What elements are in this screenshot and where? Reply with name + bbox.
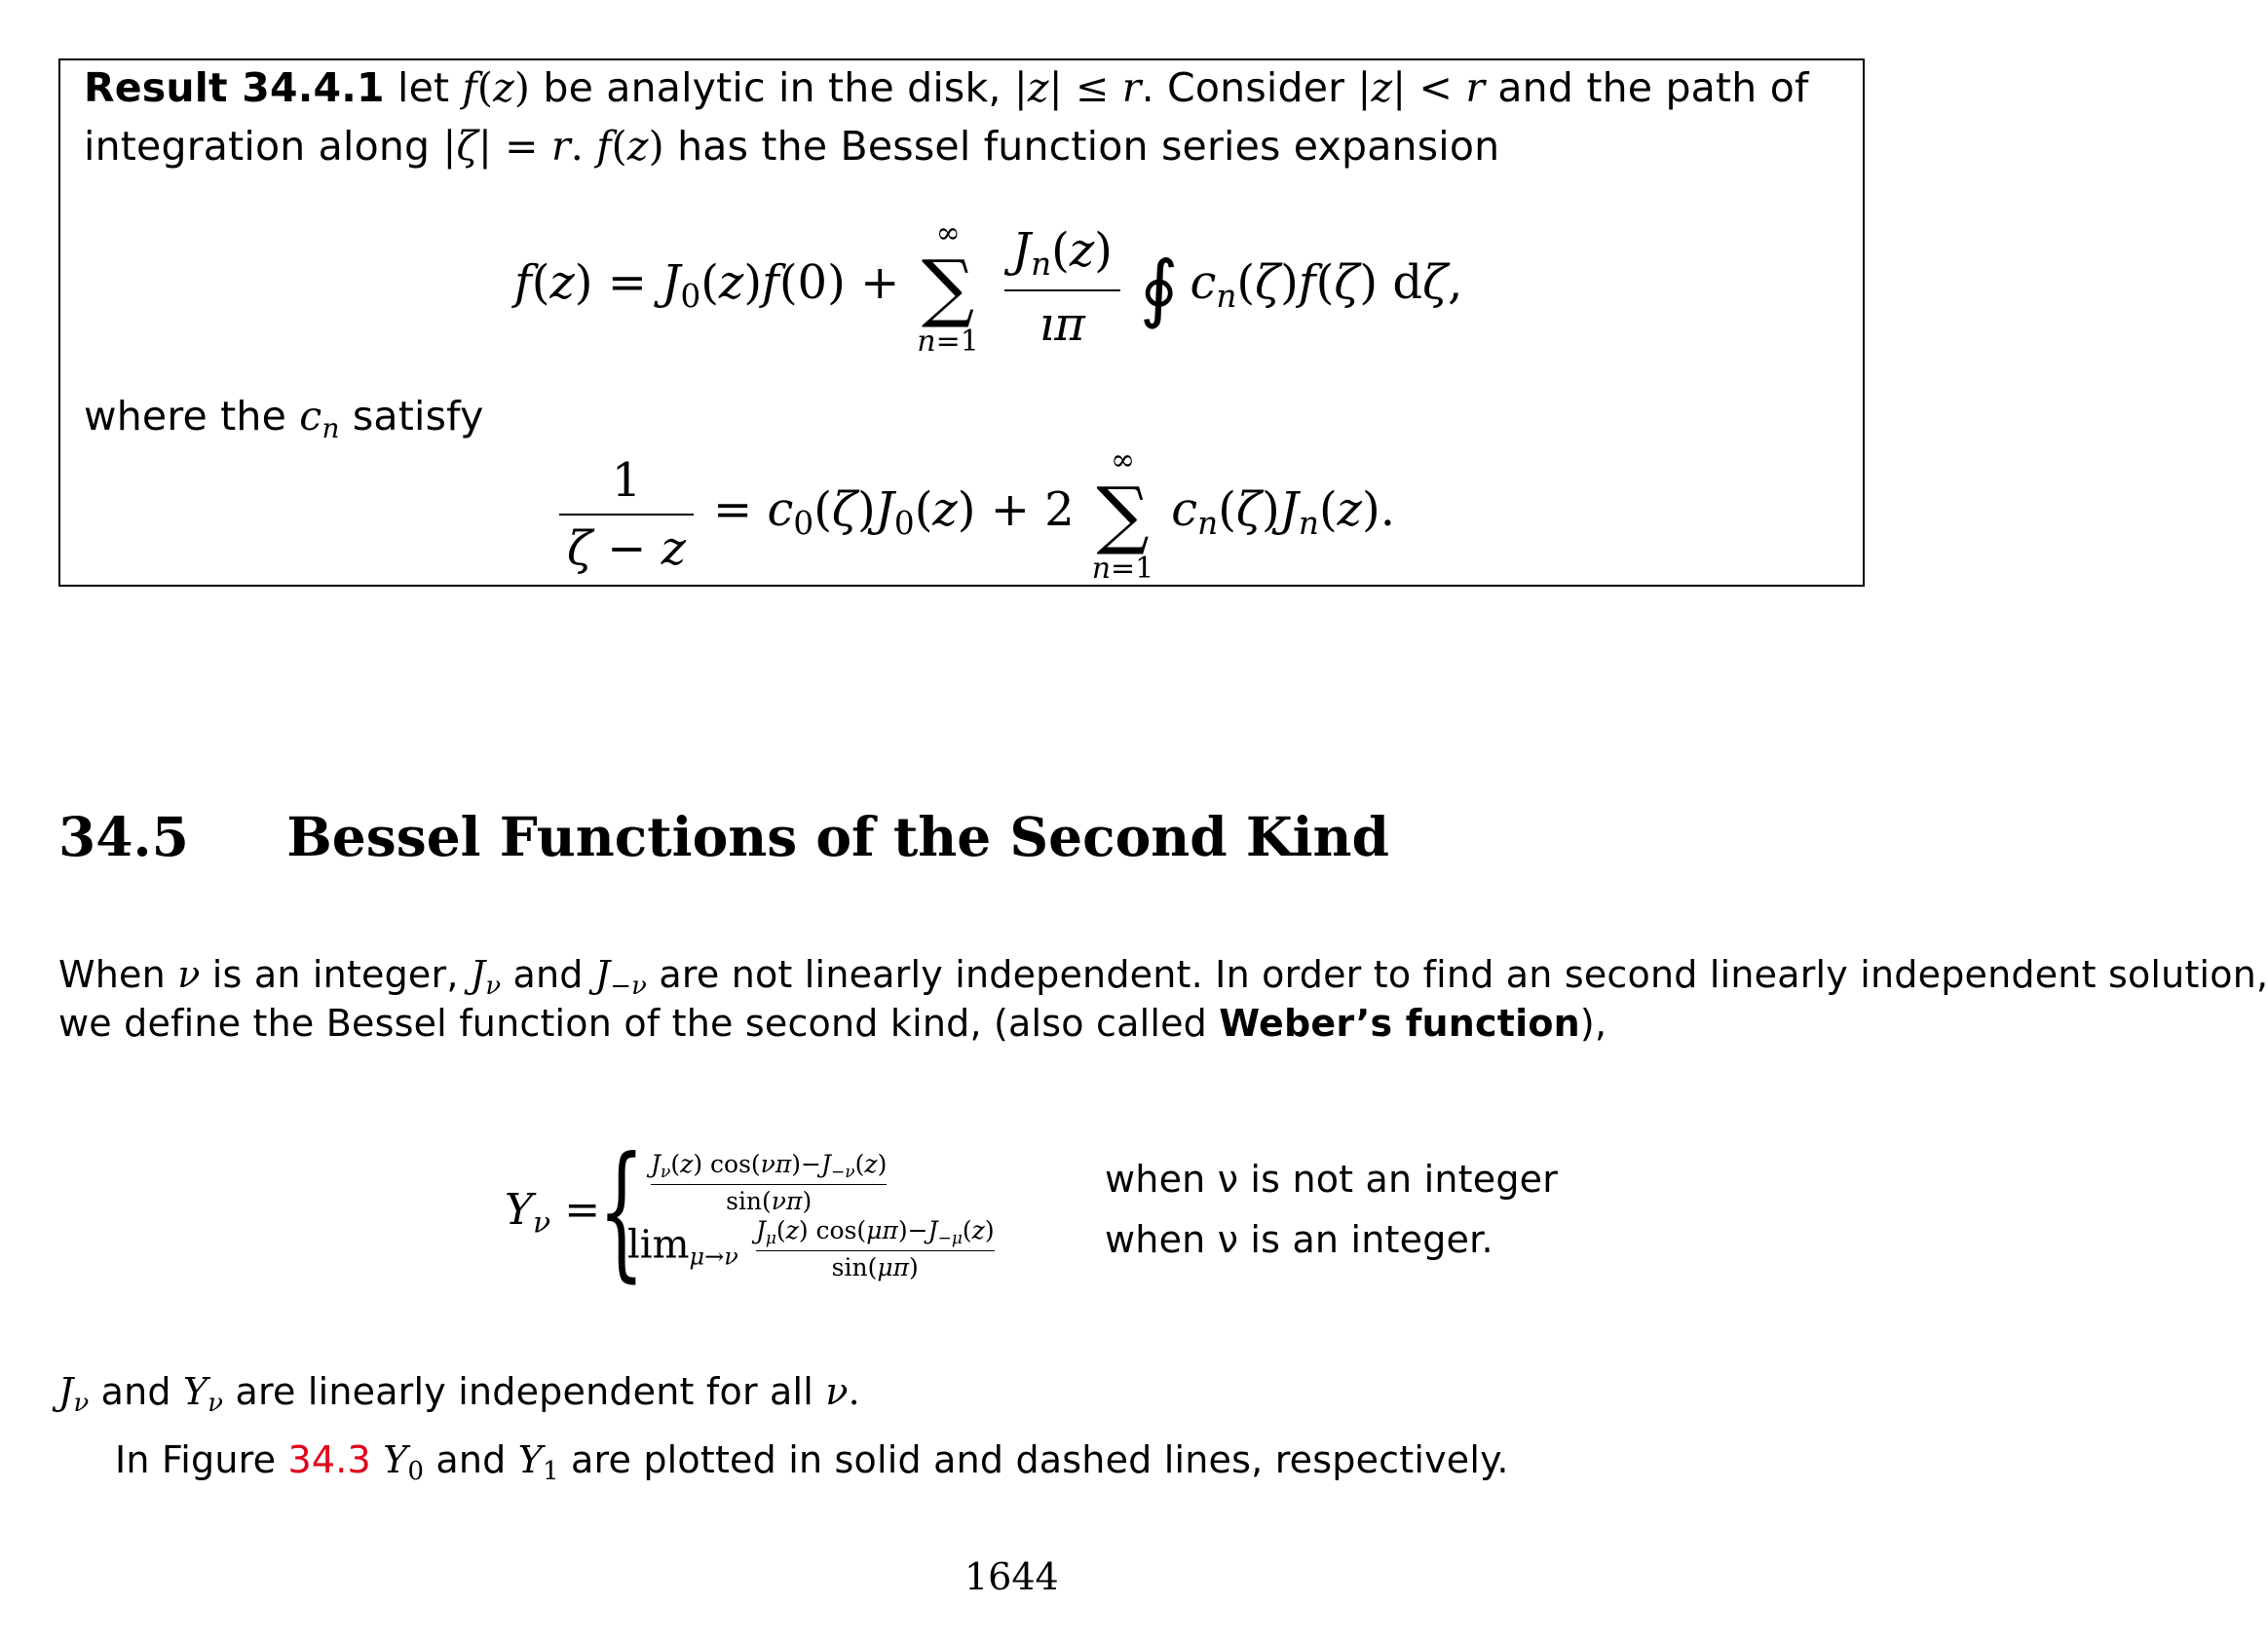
- result-line-2: integration along |ζ| = r. f(z) has the Bessel function series expansion: [84, 123, 1500, 170]
- result-text: and the path of: [1497, 64, 1809, 111]
- page-number: 1644: [964, 1555, 1059, 1598]
- result-text: be analytic in the disk,: [543, 64, 1002, 111]
- paragraph-text: are plotted in solid and dashed lines, respectively.: [571, 1438, 1509, 1481]
- weber-function-term: Weber’s function: [1219, 1002, 1580, 1045]
- result-line-3: where the $c_n$ satisfy: [84, 393, 484, 444]
- paragraph-text: ),: [1579, 1002, 1607, 1045]
- result-line-1: Result 34.4.1 let f(z) be analytic in the disk, |z| ≤ r. Consider |z| < r and the path of: [84, 64, 1809, 111]
- result-text: . Consider: [1141, 64, 1345, 111]
- result-text: let: [397, 64, 450, 111]
- case-integer: when ν is an integer.: [1105, 1218, 1493, 1261]
- section-number: 34.5: [58, 805, 189, 868]
- case-not-integer: when ν is not an integer: [1105, 1158, 1559, 1201]
- paragraph-text: When: [58, 953, 166, 996]
- paragraph-intro-line-1: When ν is an integer, $J_\nu$ and $J_{-\nu}$ are not linearly independent. In order to find an second linearly independent solution,: [58, 953, 2268, 1002]
- paragraph-text: and: [512, 953, 584, 996]
- figure-link[interactable]: 34.3: [287, 1438, 371, 1481]
- section-heading: [58, 805, 1389, 868]
- result-text: satisfy: [352, 393, 484, 440]
- equation-cn-relation: $\frac{1}{\zeta - z}$ = $c_0(\zeta)J_0(z) + 2$ ∞ ∑ n=1 $c_n(\zeta)J_n(z)$.: [551, 443, 1395, 586]
- result-text: has the Bessel function series expansion: [677, 123, 1500, 170]
- paragraph-text: are linearly independent for all: [235, 1370, 814, 1413]
- equation-weber-cases: $Y_\nu$ = { $\frac{J_\nu(z) \cos(\nu\pi)-J_{-\nu}(z)}{\sin(\nu\pi)}$ $\lim_{\mu\to\nu}$ $\frac{J_\mu(z) \cos(\mu\pi)-J_{-\mu}(z)}{\sin(\mu\pi)}$: [505, 1127, 995, 1296]
- paragraph-text: In Figure: [115, 1438, 277, 1481]
- result-label: Result 34.4.1: [84, 64, 385, 111]
- paragraph-text: is an integer,: [211, 953, 459, 996]
- paragraph-text: and: [435, 1438, 507, 1481]
- section-title: Bessel Functions of the Second Kind: [286, 805, 1389, 868]
- equation-bessel-series: $f(z) = J_0(z)f(0)$ + ∞ ∑ n=1 $\frac{J_n(z)}{ı\pi}$ ∮ $c_n(\zeta)f(\zeta)$ dζ,: [514, 216, 1463, 359]
- paragraph-intro-line-2: [58, 1002, 1606, 1045]
- result-text: integration along: [84, 123, 431, 170]
- paragraph-independence: $J_\nu$ and $Y_\nu$ are linearly independent for all ν.: [58, 1370, 860, 1419]
- paragraph-text: we define the Bessel function of the second kind, (also called: [58, 1002, 1207, 1045]
- paragraph-figure-reference: In Figure 34.3 $Y_0$ and $Y_1$ are plotted in solid and dashed lines, respectively.: [115, 1438, 1509, 1487]
- paragraph-text: are not linearly independent. In order to find an second linearly independent solution,: [659, 953, 2268, 996]
- result-text: where the: [84, 393, 287, 440]
- paragraph-text: and: [100, 1370, 171, 1413]
